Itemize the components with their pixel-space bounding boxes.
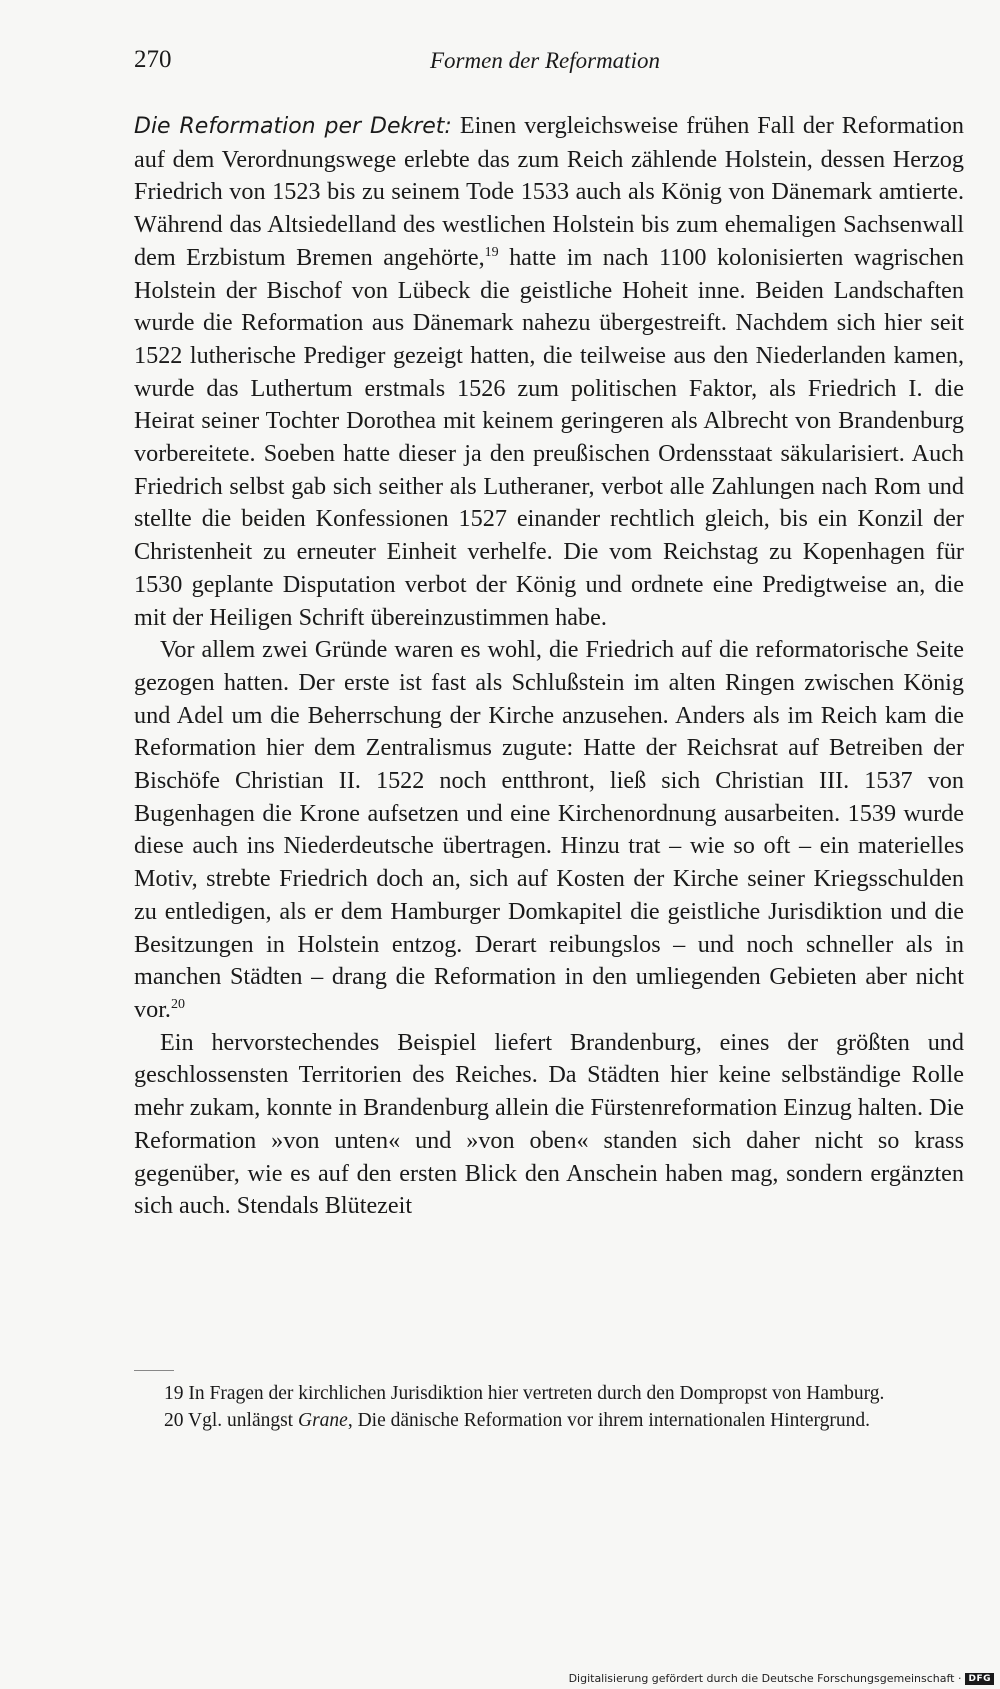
footnote-20 bbox=[134, 1407, 964, 1434]
footer-text: Digitalisierung gefördert durch die Deutsche Forschungsgemeinschaft · bbox=[568, 1672, 962, 1685]
footnote-19: 19 In Fragen der kirchlichen Jurisdiktion hier vertreten durch den Dompropst von Hamburg. bbox=[164, 1383, 885, 1404]
page-number: 270 bbox=[134, 46, 172, 73]
paragraph-2 bbox=[134, 634, 964, 1026]
footnote-ref-20: 20 bbox=[170, 996, 185, 1012]
footnote-20-author: Grane bbox=[297, 1410, 348, 1431]
running-title: Formen der Reformation bbox=[430, 48, 660, 73]
body-text bbox=[134, 110, 964, 1223]
paragraph-1-part-a: Einen vergleichsweise frühen Fall der Reformation auf dem Verordnungswege erlebte das zum Reich zählende Holstein, dessen Herzog Friedrich von 1523 bis zu seinem Tode 1533 auch als König von Dänemark amtierte. Während das Altsiedelland des westlichen Holstein bis zum ehemaligen Sachsenwall dem Erzbistum Bremen angehörte, bbox=[134, 112, 964, 271]
footnote-rule bbox=[134, 1370, 174, 1371]
digitization-footer bbox=[569, 1672, 994, 1685]
footnote-20-part-a: 20 Vgl. unlängst bbox=[164, 1410, 298, 1431]
page-header bbox=[134, 46, 964, 80]
dfg-logo: DFG bbox=[965, 1673, 994, 1685]
footnotes bbox=[134, 1380, 964, 1434]
paragraph-1-part-b: hatte im nach 1100 kolonisierten wagrischen Holstein der Bischof von Lübeck die geistliche Hoheit inne. Beiden Landschaften wurde die Reformation aus Dänemark nahezu übergestreift. Nachdem sich hier seit 1522 lutherische Prediger gezeigt hatten, die teilweise aus den Niederlanden kamen, wurde das Luthertum erstmals 1526 zum politischen Faktor, als Friedrich I. die Heirat seiner Tochter Dorothea mit keinem geringeren als Albrecht von Brandenburg vorbereitete. Soeben hatte dieser ja den preußischen Ordensstaat säkularisiert. Auch Friedrich selbst gab sich seither als Lutheraner, verbot alle Zahlungen nach Rom und stellte die beiden Konfessionen 1527 einander rechtlich gleich, bis ein Konzil der Christenheit zu erneuter Einheit verhelfe. Die vom Reichstag zu Kopenhagen für 1530 geplante Disputation verbot der König und ordnete eine Predigtweise an, die mit der Heiligen Schrift übereinzustimmen habe. bbox=[134, 243, 964, 631]
paragraph-3: Ein hervorstechendes Beispiel liefert Brandenburg, eines der größten und geschlossensten Territorien des Reiches. Da Städten hier keine selbständige Rolle mehr zukam, konnte in Brandenburg allein die Fürstenreformation Einzug halten. Die Reformation »von unten« und »von oben« standen sich daher nicht so krass gegenüber, wie es auf den ersten Blick den Anschein haben mag, sondern ergänzten sich auch. Stendals Blütezeit bbox=[134, 1028, 964, 1220]
footnote-ref-19: 19 bbox=[484, 244, 499, 260]
paragraph-1 bbox=[134, 110, 964, 634]
footnote-20-part-b: , Die dänische Reformation vor ihrem internationalen Hintergrund. bbox=[347, 1410, 871, 1431]
paragraph-2-text: Vor allem zwei Gründe waren es wohl, die Friedrich auf die reformatorische Seite gezogen hatten. Der erste ist fast als Schlußstein im alten Ringen zwischen König und Adel um die Beherrschung der Kirche anzusehen. Anders als im Reich kam die Reformation hier dem Zentralismus zugute: Hatte der Reichsrat auf Betreiben der Bischöfe Christian II. 1522 noch entthront, ließ sich Christian III. 1537 von Bugenhagen die Krone aufsetzen und eine Kirchenordnung ausarbeiten. 1539 wurde diese auch ins Niederdeutsche übertragen. Hinzu trat – wie so oft – ein materielles Motiv, strebte Friedrich doch an, sich auf Kosten der Kirche seiner Kriegsschulden zu entledigen, als er dem Hamburger Domkapitel die geistliche Jurisdiktion und die Besitzungen in Holstein entzog. Derart reibungslos – und noch schneller als in manchen Städten – drang die Reformation in den umliegenden Gebieten aber nicht vor. bbox=[134, 636, 964, 1023]
section-lead: Die Reformation per Dekret: bbox=[134, 114, 452, 139]
